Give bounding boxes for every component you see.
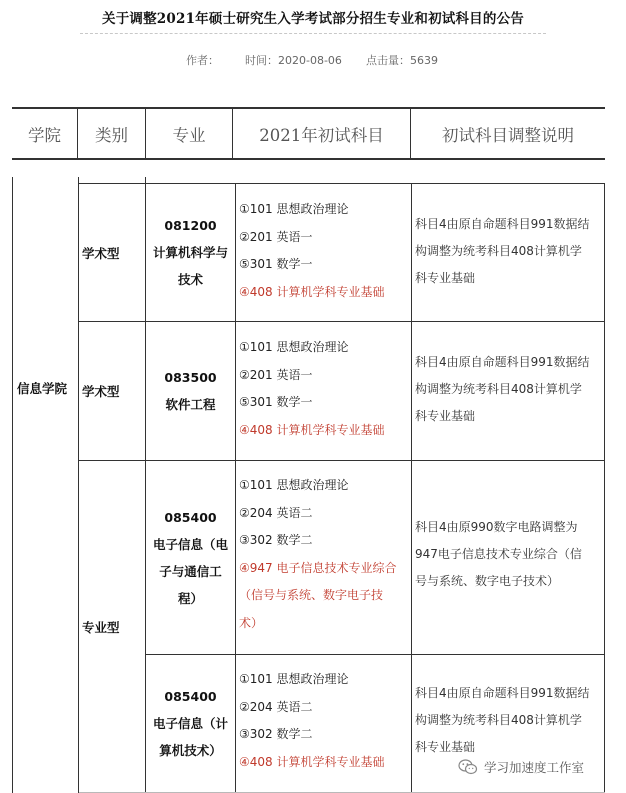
major-cell bbox=[146, 655, 235, 792]
note-cell bbox=[415, 514, 603, 595]
note-line: 科目4由原自命题科目991数据结 bbox=[415, 686, 590, 700]
header-subjects: 2021年初试科目 bbox=[259, 125, 384, 145]
major-code: 083500 bbox=[164, 370, 217, 385]
subject-item-changed: ④947 电子信息技术专业综合 bbox=[239, 560, 397, 575]
header-major: 专业 bbox=[172, 125, 206, 145]
subject-item: ①101 思想政治理论 bbox=[239, 478, 349, 492]
major-name-line: 子与通信工 bbox=[159, 563, 222, 579]
wechat-icon bbox=[458, 759, 478, 775]
subject-item: ②201 英语一 bbox=[239, 367, 313, 382]
header-college: 学院 bbox=[28, 125, 61, 145]
header-category: 类别 bbox=[95, 125, 128, 145]
subject-item-changed: ④408 计算机学科专业基础 bbox=[239, 754, 385, 769]
subject-item: ⑤301 数学一 bbox=[239, 395, 313, 409]
subjects-cell bbox=[239, 334, 409, 444]
note-cell bbox=[415, 680, 603, 761]
subject-item: ③302 数学二 bbox=[239, 533, 313, 547]
subject-item: ③302 数学二 bbox=[239, 727, 313, 741]
subject-item: ②201 英语一 bbox=[239, 229, 313, 244]
header-notes: 初试科目调整说明 bbox=[442, 125, 574, 145]
category-cell: 学术型 bbox=[82, 384, 120, 399]
publish-time: 时间：2020-08-06 bbox=[245, 54, 342, 67]
watermark bbox=[458, 756, 584, 778]
major-code: 085400 bbox=[164, 689, 217, 704]
note-line: 科目4由原自命题科目991数据结 bbox=[415, 355, 590, 369]
subjects-cell bbox=[239, 472, 409, 637]
major-name-line: 计算机科学与 bbox=[152, 245, 228, 260]
subjects-cell bbox=[239, 196, 409, 306]
note-line: 科专业基础 bbox=[415, 409, 476, 423]
major-cell bbox=[146, 184, 235, 321]
note-line: 科专业基础 bbox=[415, 740, 476, 754]
major-cell bbox=[146, 322, 235, 460]
college-cell: 信息学院 bbox=[17, 381, 68, 396]
article-title: 关于调整2021年硕士研究生入学考试部分招生专业和初试科目的公告 bbox=[102, 11, 524, 27]
subject-item: ②204 英语二 bbox=[239, 505, 313, 520]
major-code: 081200 bbox=[164, 218, 217, 233]
subject-item: ①101 思想政治理论 bbox=[239, 340, 349, 354]
category-cell: 学术型 bbox=[82, 245, 120, 261]
subjects-cell bbox=[239, 666, 409, 776]
subject-item: ⑤301 数学一 bbox=[239, 257, 313, 271]
subject-item-changed: ④408 计算机学科专业基础 bbox=[239, 422, 385, 437]
note-line: 构调整为统考科目408计算机学 bbox=[415, 244, 582, 258]
author-label: 作者： bbox=[186, 54, 219, 67]
subject-item-changed: ④408 计算机学科专业基础 bbox=[239, 284, 385, 299]
major-name-line: 软件工程 bbox=[165, 397, 216, 412]
watermark-text: 学习加速度工作室 bbox=[484, 760, 585, 775]
subject-item: ②204 英语二 bbox=[239, 699, 313, 714]
note-line: 号与系统、数字电子技术） bbox=[415, 574, 560, 588]
major-name-line: 算机技术） bbox=[159, 743, 222, 758]
subject-item-changed: （信号与系统、数字电子技 bbox=[239, 588, 384, 602]
subject-item-changed: 术） bbox=[239, 615, 264, 630]
note-cell bbox=[415, 349, 603, 430]
major-name-line: 程） bbox=[177, 590, 203, 606]
major-code: 085400 bbox=[164, 509, 217, 525]
note-line: 科目4由原自命题科目991数据结 bbox=[415, 217, 590, 231]
major-name-line: 电子信息（电 bbox=[152, 536, 228, 552]
table-header bbox=[12, 107, 605, 160]
note-line: 构调整为统考科目408计算机学 bbox=[415, 382, 582, 396]
note-line: 科目4由原990数字电路调整为 bbox=[415, 520, 578, 534]
note-line: 947电子信息技术专业综合（信 bbox=[415, 547, 582, 561]
category-cell: 专业型 bbox=[82, 619, 120, 635]
note-line: 科专业基础 bbox=[415, 271, 476, 285]
major-name-line: 电子信息（计 bbox=[152, 716, 228, 731]
subject-item: ①101 思想政治理论 bbox=[239, 672, 349, 686]
note-line: 构调整为统考科目408计算机学 bbox=[415, 713, 582, 727]
major-cell bbox=[146, 461, 235, 654]
subject-item: ①101 思想政治理论 bbox=[239, 202, 349, 216]
view-count: 点击量：5639 bbox=[366, 54, 438, 67]
note-cell bbox=[415, 211, 603, 292]
major-name-line: 技术 bbox=[177, 272, 203, 287]
title-divider bbox=[80, 33, 546, 34]
